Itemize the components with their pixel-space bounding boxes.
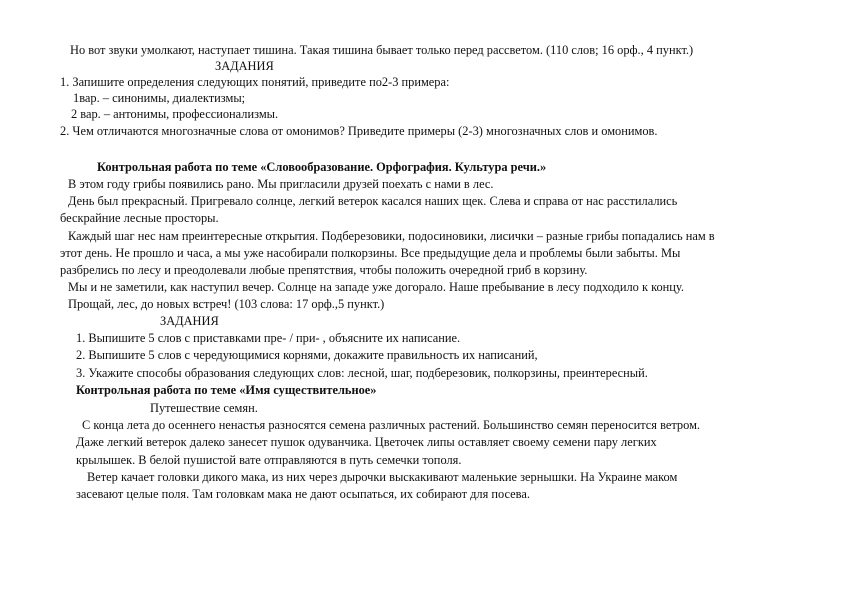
text-line: засевают целые поля. Там головкам мака не дают осыпаться, их собирают для посева. <box>76 487 530 501</box>
text-title: Путешествие семян. <box>150 401 258 415</box>
text-line: 1. Запишите определения следующих понятий, приведите по2-3 примера: <box>60 75 450 89</box>
text-line: Но вот звуки умолкают, наступает тишина. Такая тишина бывает только перед рассветом. (110 слов; 16 орф., 4 пункт.) <box>70 43 694 57</box>
text-line: бескрайние лесные просторы. <box>60 211 219 225</box>
text-line: Каждый шаг нес нам преинтересные открытия. Подберезовики, подосиновики, лисички – разные грибы попадались нам в <box>68 229 715 243</box>
text-line: разбрелись по лесу и преодолевали любые препятствия, чтобы положить очередной гриб в корзину. <box>60 263 588 277</box>
text-line: 1вар. – синонимы, диалектизмы; <box>73 91 246 105</box>
text-line: Мы и не заметили, как наступил вечер. Солнце на западе уже догорало. Наше пребывание в лесу подходило к концу. <box>68 280 684 294</box>
section-heading-tasks: ЗАДАНИЯ <box>215 59 274 73</box>
text-line: крылышек. В белой пушистой вате отправляются в путь семечки тополя. <box>76 453 462 467</box>
section-title: Контрольная работа по теме «Имя существительное» <box>76 383 377 397</box>
text-line: День был прекрасный. Пригревало солнце, легкий ветерок касался наших щек. Слева и справа от нас расстилались <box>68 194 678 208</box>
text-line: В этом году грибы появились рано. Мы пригласили друзей поехать с нами в лес. <box>68 177 494 191</box>
text-line: Даже легкий ветерок далеко занесет пушок одуванчика. Цветочек липы оставляет своему семени пару легких <box>76 435 657 449</box>
text-line: 2 вар. – антонимы, профессионализмы. <box>71 107 279 121</box>
text-line: Прощай, лес, до новых встреч! (103 слова: 17 орф.,5 пункт.) <box>68 297 385 311</box>
text-line: С конца лета до осеннего ненастья разносятся семена различных растений. Большинство семян переносится ветром. <box>82 418 701 432</box>
text-line: Ветер качает головки дикого мака, из них через дырочки выскакивают маленькие зернышки. На Украине маком <box>87 470 678 484</box>
text-line: 2. Чем отличаются многозначные слова от омонимов? Приведите примеры (2-3) многозначных слов и омонимов. <box>60 124 658 138</box>
list-item: 2. Выпишите 5 слов с чередующимися корнями, докажите правильность их написаний, <box>76 348 538 362</box>
list-item: 1. Выпишите 5 слов с приставками пре- / при- , объясните их написание. <box>76 331 461 345</box>
list-item: 3. Укажите способы образования следующих слов: лесной, шаг, подберезовик, полкорзины, преинтересный. <box>76 366 648 380</box>
section-heading-tasks: ЗАДАНИЯ <box>160 314 219 328</box>
text-line: этот день. Не прошло и часа, а мы уже насобирали полкорзины. Все предыдущие дела и проблемы были забыты. Мы <box>60 246 681 260</box>
section-title: Контрольная работа по теме «Словообразование. Орфография. Культура речи.» <box>97 160 547 174</box>
